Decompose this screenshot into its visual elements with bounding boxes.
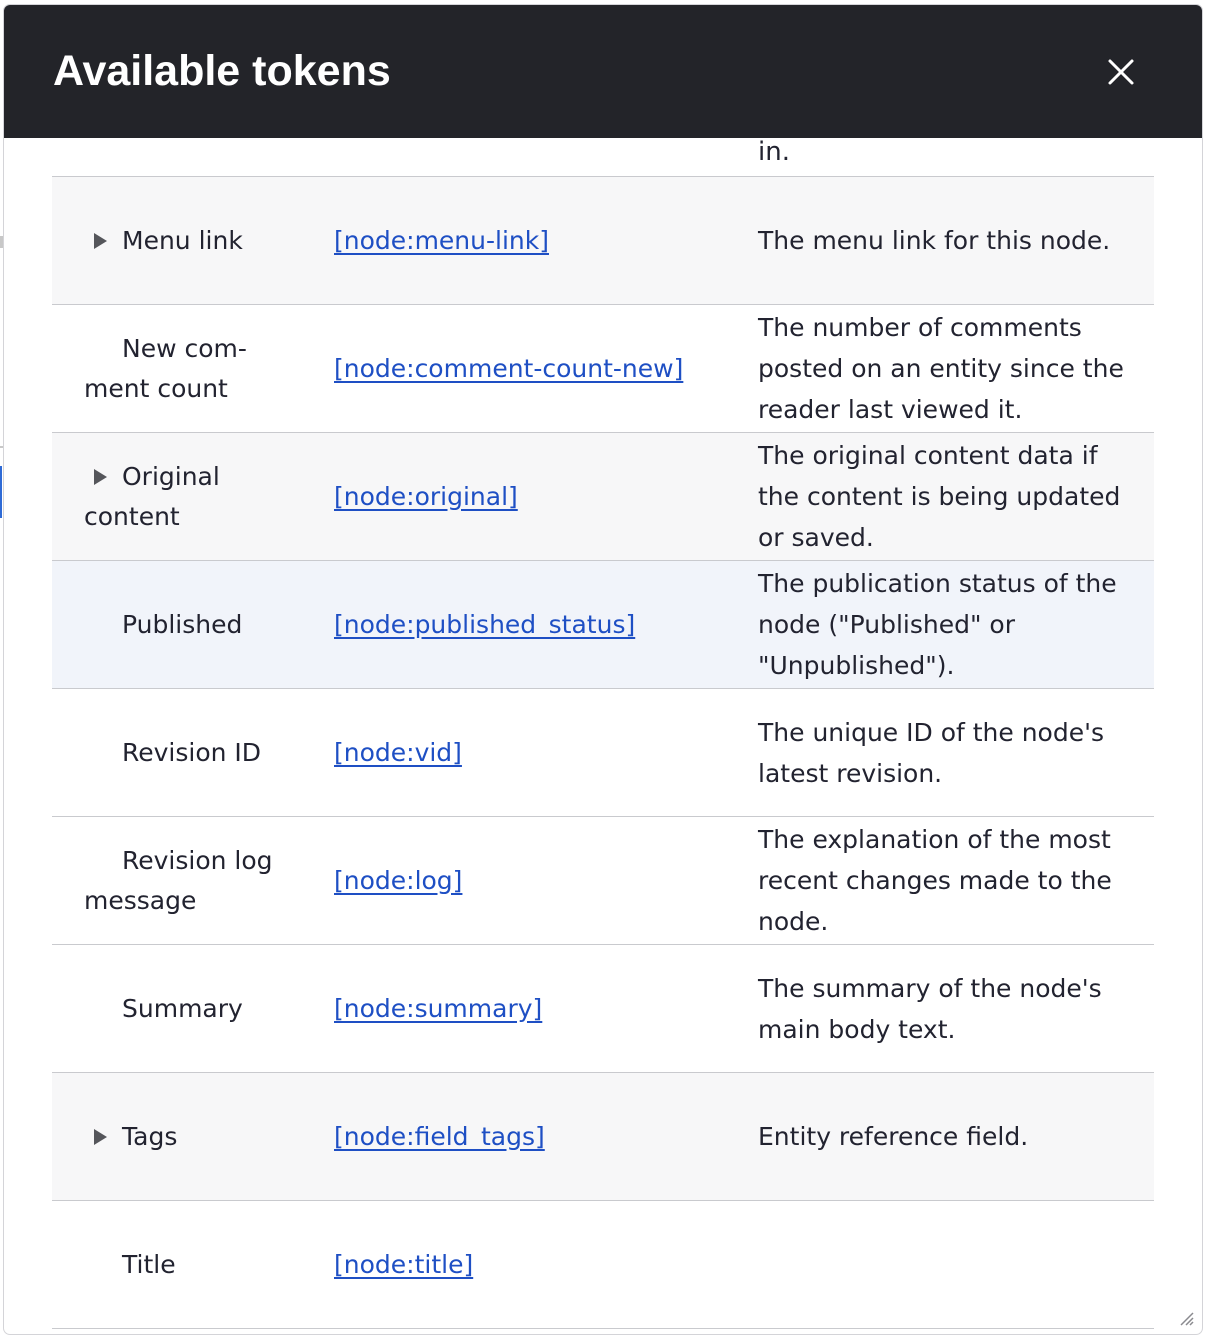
token-name-cell [84,689,284,816]
token-name-cell [84,1073,284,1200]
close-icon [1100,51,1144,95]
token-link[interactable]: [node:menu-link] [334,225,549,255]
triangle-right-icon[interactable] [94,469,107,485]
token-link[interactable]: [node:vid] [334,737,462,767]
token-code-cell [334,1073,545,1200]
token-link[interactable]: [node:summary] [334,993,543,1023]
token-row [52,944,1154,1072]
token-name: Revision ID [122,737,262,767]
token-code-cell [334,433,518,560]
tokens-dialog [4,5,1202,1334]
token-code-cell [334,1201,473,1328]
token-row [52,560,1154,688]
token-row [52,688,1154,816]
token-description: The menu link for this node. [758,226,1111,255]
token-name-cell [84,817,284,944]
token-name: Summary [122,993,243,1023]
token-code-cell [334,561,635,688]
token-link[interactable]: [node:field_tags] [334,1121,545,1151]
token-description: The explanation of the most recent changes made to the node. [758,825,1112,936]
token-link[interactable]: [node:original] [334,481,518,511]
token-name: Revision log message [84,845,273,915]
token-link[interactable]: [node:log] [334,865,463,895]
token-description: The original content data if the content is being updated or saved. [758,441,1121,552]
triangle-right-icon[interactable] [94,233,107,249]
token-description: The summary of the node's main body text. [758,973,1102,1044]
token-row [52,176,1154,304]
token-name-cell [84,945,284,1072]
token-name: Menu link [122,225,243,255]
token-name-cell [84,177,284,304]
resize-handle-icon[interactable] [1178,1310,1194,1326]
token-code-cell [334,177,549,304]
token-name-cell [84,1201,284,1328]
token-description: The publication status of the node ("Published" or "Unpublished"). [758,569,1117,680]
token-name-cell [84,433,284,560]
token-row [52,304,1154,432]
token-code-cell [334,817,462,944]
token-name-cell [84,561,284,688]
token-description: The number of comments posted on an entity since the reader last viewed it. [758,313,1124,424]
token-code-cell [334,305,683,432]
tokens-scroll-area[interactable] [4,138,1202,1334]
token-row [52,1200,1154,1329]
token-name: Original content [84,461,220,531]
token-description: Entity reference field. [758,1122,1029,1151]
tokens-table [52,176,1154,1329]
token-code-cell [334,945,542,1072]
token-link[interactable]: [node:comment-count-new] [334,353,684,383]
token-row [52,1072,1154,1200]
token-row [52,432,1154,560]
token-link[interactable]: [node:title] [334,1249,474,1279]
token-row [52,816,1154,944]
close-button[interactable] [1100,51,1144,95]
token-code-cell [334,689,462,816]
token-description: The unique ID of the node's latest revision. [758,717,1104,788]
triangle-right-icon[interactable] [94,1129,107,1145]
dialog-title: Available tokens [53,47,391,95]
clipped-description: in. [758,138,790,167]
token-name: New com-ment count [84,333,247,403]
token-name: Tags [122,1121,178,1151]
token-description [758,1201,1138,1328]
token-name: Title [122,1249,176,1279]
token-link[interactable]: [node:published_status] [334,609,636,639]
token-name: Published [122,609,243,639]
dialog-titlebar [4,5,1202,138]
token-name-cell [84,305,284,432]
